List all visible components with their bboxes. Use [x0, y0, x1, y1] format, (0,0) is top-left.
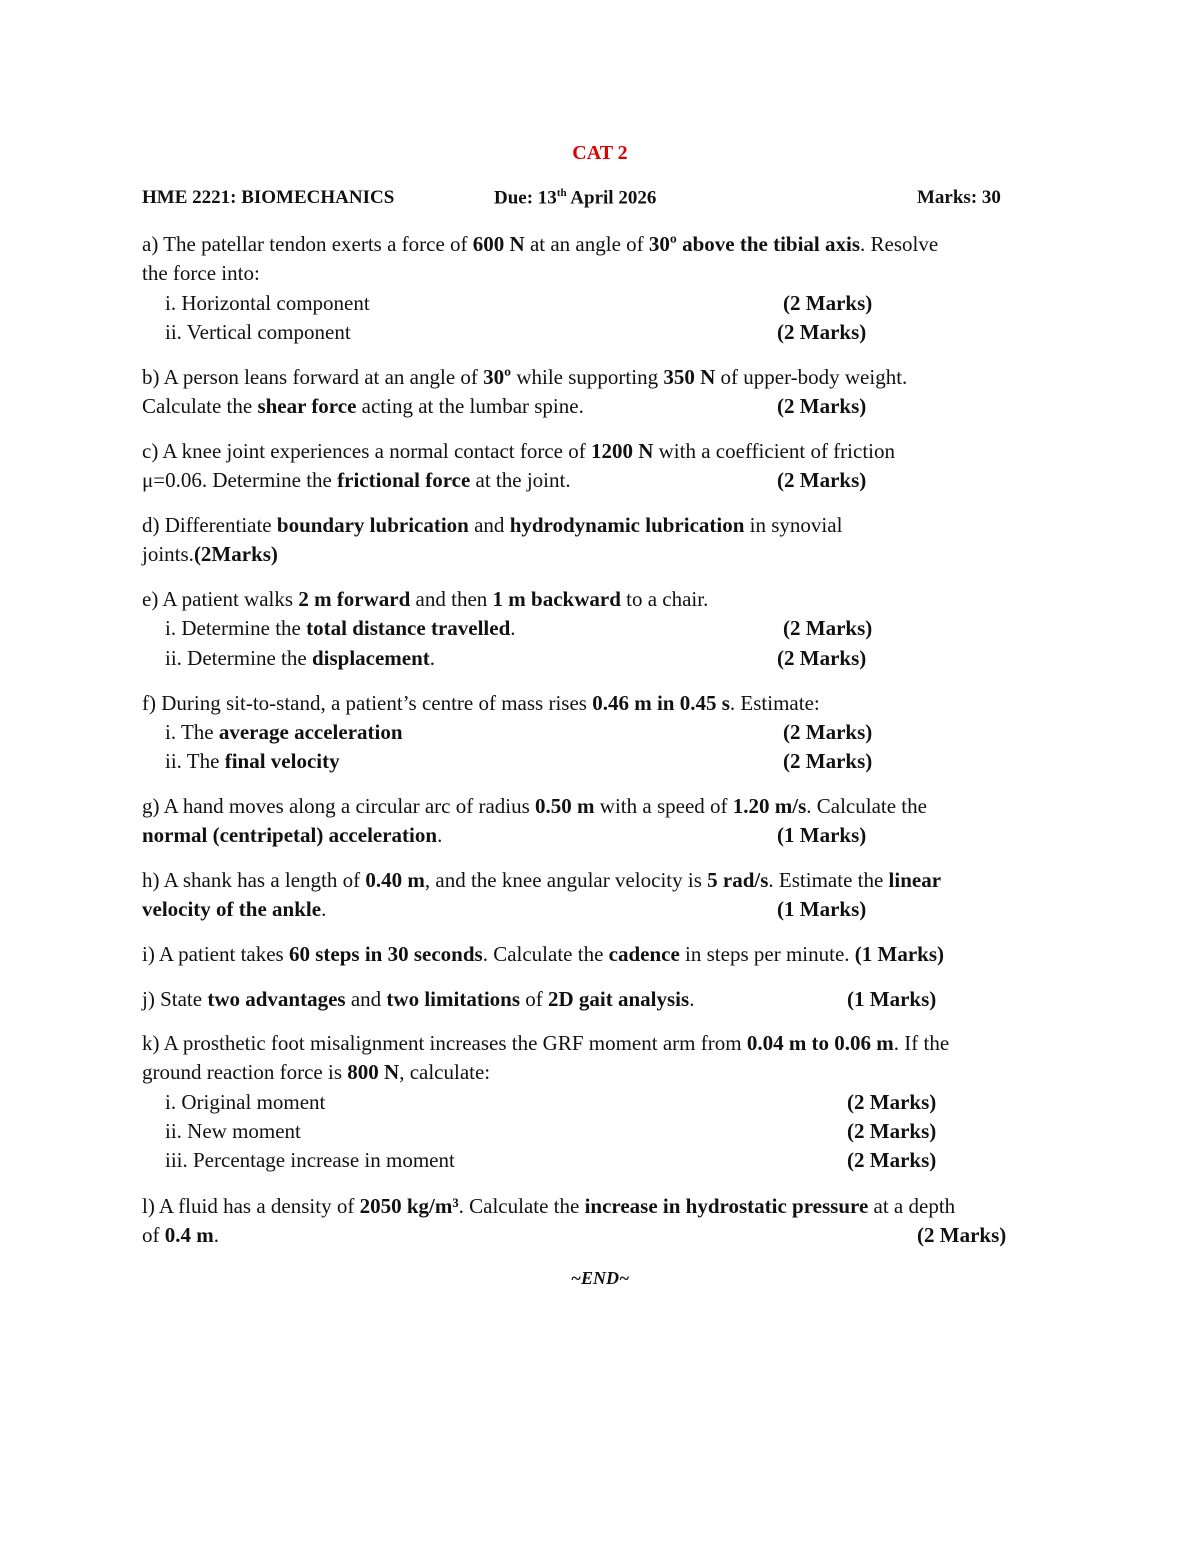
question-e-part-ii-marks: (2 Marks) [777, 646, 867, 670]
question-f-part-ii-marks: (2 Marks) [783, 749, 873, 773]
question-k-line2: ground reaction force is 800 N, calculate: [142, 1060, 491, 1084]
end-marker: ~END~ [570, 1268, 630, 1288]
question-b-line2: Calculate the shear force acting at the lumbar spine. [142, 394, 584, 418]
question-h-line2: velocity of the ankle. [142, 897, 327, 921]
question-k-part-ii: ii. New moment [165, 1119, 301, 1143]
due-date: Due: 13th April 2026 [494, 187, 657, 209]
question-a-part-ii: ii. Vertical component [165, 320, 351, 344]
question-a-line2: the force into: [142, 261, 260, 285]
question-b-marks: (2 Marks) [777, 394, 867, 418]
question-l-line2: of 0.4 m. [142, 1223, 219, 1247]
question-i-line1: i) A patient takes 60 steps in 30 seconds. Calculate the cadence in steps per minute. (1 Marks) [142, 942, 945, 966]
question-d-line1: d) Differentiate boundary lubrication and hydrodynamic lubrication in synovial [142, 513, 843, 537]
question-k-part-ii-marks: (2 Marks) [847, 1119, 937, 1143]
question-k-part-iii-marks: (2 Marks) [847, 1148, 937, 1172]
question-g-line1: g) A hand moves along a circular arc of radius 0.50 m with a speed of 1.20 m/s. Calculate the [142, 794, 927, 818]
question-c-marks: (2 Marks) [777, 468, 867, 492]
question-g-line2: normal (centripetal) acceleration. [142, 823, 443, 847]
question-e-part-i-marks: (2 Marks) [783, 616, 873, 640]
question-a-part-i: i. Horizontal component [165, 291, 370, 315]
question-j-line1: j) State two advantages and two limitations of 2D gait analysis. [142, 987, 695, 1011]
question-f-part-i: i. The average acceleration [165, 720, 403, 744]
question-b-line1: b) A person leans forward at an angle of 30º while supporting 350 N of upper-body weight. [142, 365, 908, 389]
page-title: CAT 2 [572, 142, 628, 164]
question-a-part-ii-marks: (2 Marks) [777, 320, 867, 344]
question-f-part-i-marks: (2 Marks) [783, 720, 873, 744]
question-l-line1: l) A fluid has a density of 2050 kg/m³. Calculate the increase in hydrostatic pressure at a depth [142, 1194, 956, 1218]
question-k-part-i-marks: (2 Marks) [847, 1090, 937, 1114]
course-code: HME 2221: BIOMECHANICS [142, 187, 395, 208]
question-a-part-i-marks: (2 Marks) [783, 291, 873, 315]
question-k-part-iii: iii. Percentage increase in moment [165, 1148, 455, 1172]
question-h-line1: h) A shank has a length of 0.40 m, and the knee angular velocity is 5 rad/s. Estimate the linear [142, 868, 942, 892]
question-k-part-i: i. Original moment [165, 1090, 326, 1114]
question-h-marks: (1 Marks) [777, 897, 867, 921]
question-k-line1: k) A prosthetic foot misalignment increases the GRF moment arm from 0.04 m to 0.06 m. If the [142, 1031, 950, 1055]
question-g-marks: (1 Marks) [777, 823, 867, 847]
total-marks: Marks: 30 [917, 187, 1001, 208]
question-c-line1: c) A knee joint experiences a normal contact force of 1200 N with a coefficient of friction [142, 439, 895, 463]
question-d-line2: joints.(2Marks) [142, 542, 278, 566]
question-e-part-i: i. Determine the total distance travelled. [165, 616, 516, 640]
question-i-marks: (1 Marks) [854, 942, 945, 966]
question-e-part-ii: ii. Determine the displacement. [165, 646, 436, 670]
question-c-line2: μ=0.06. Determine the frictional force at the joint. [142, 468, 571, 492]
question-j-marks: (1 Marks) [847, 987, 937, 1011]
question-e-line1: e) A patient walks 2 m forward and then 1 m backward to a chair. [142, 587, 709, 611]
question-a-line1: a) The patellar tendon exerts a force of 600 N at an angle of 30º above the tibial axis. Resolve [142, 232, 939, 256]
question-f-line1: f) During sit-to-stand, a patient’s centre of mass rises 0.46 m in 0.45 s. Estimate: [142, 691, 820, 715]
question-l-marks: (2 Marks) [917, 1223, 1007, 1247]
question-f-part-ii: ii. The final velocity [165, 749, 340, 773]
